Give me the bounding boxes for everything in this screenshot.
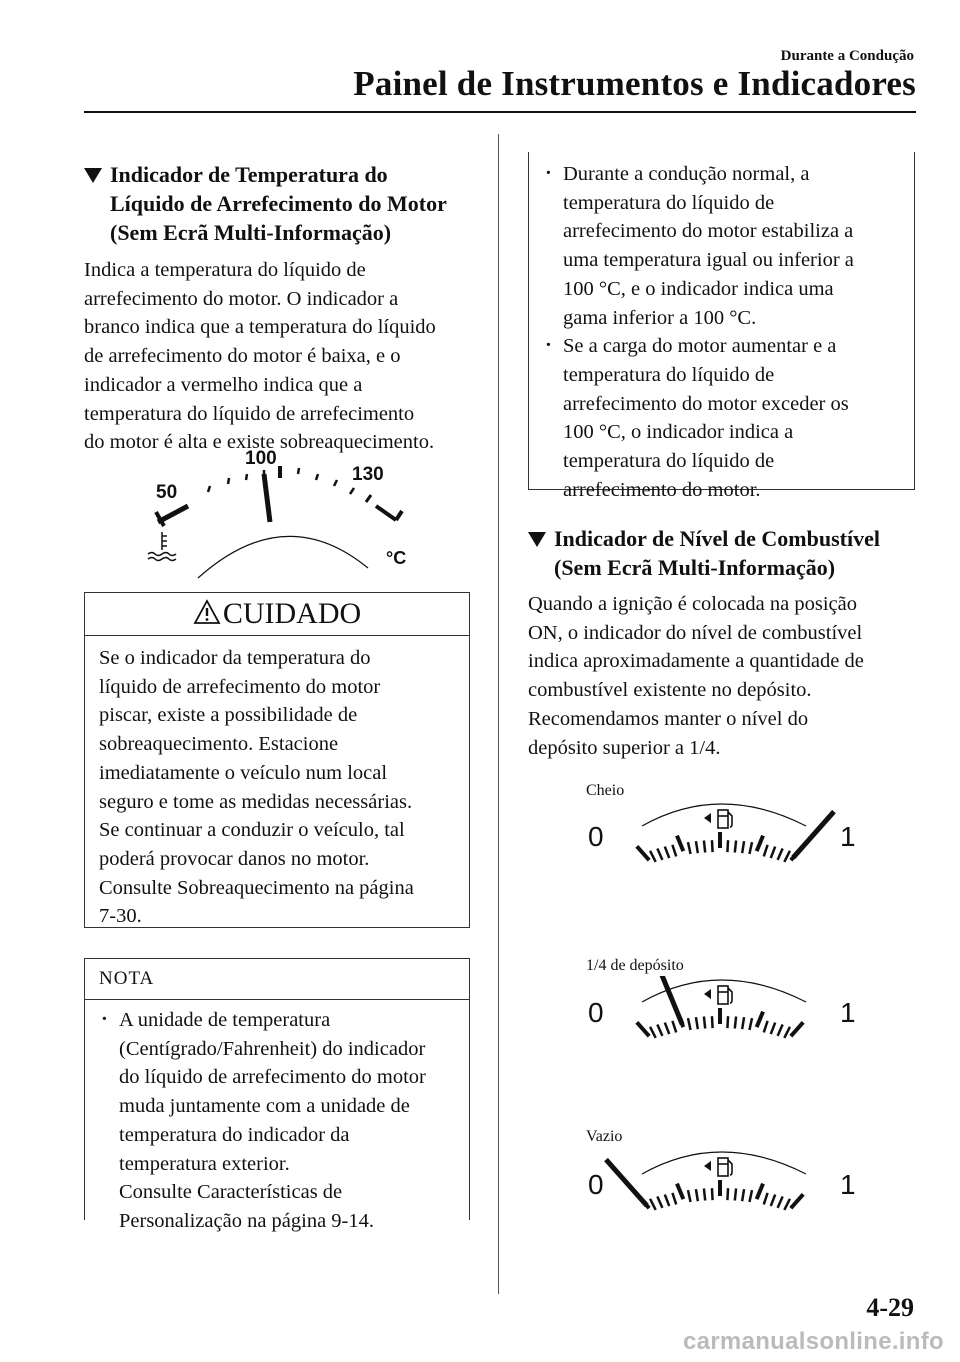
- gauge-tick: [688, 1018, 691, 1030]
- gauge-unit: °C: [386, 548, 407, 568]
- note-bullet: [539, 332, 904, 504]
- text-line: 7-30.: [99, 905, 142, 928]
- gauge-tick-major: [757, 1012, 763, 1027]
- gauge-tick: [704, 1017, 705, 1029]
- text-line: muda juntamente com a unidade de: [119, 1095, 410, 1118]
- gauge-tick: [784, 1199, 790, 1210]
- text-line: seguro e tome as medidas necessárias.: [99, 790, 413, 813]
- text-line: Se o indicador da temperatura do: [99, 647, 371, 669]
- gauge-tick: [665, 847, 669, 858]
- gauge-tick: [712, 840, 713, 852]
- gauge-tick: [742, 1017, 744, 1029]
- gauge-tick: [742, 1189, 744, 1201]
- gauge-label-100: 100: [245, 448, 277, 469]
- gauge-label-max: 1: [840, 997, 856, 1028]
- gauge-tick: [366, 495, 371, 502]
- gauge-tick: [742, 841, 744, 853]
- fuel-door-arrow-icon: [704, 989, 711, 999]
- gauge-tick: [778, 849, 783, 860]
- gauge-tick: [672, 1021, 676, 1033]
- gauge-tick: [688, 1190, 691, 1202]
- header-section: Durante a Condução: [780, 48, 914, 64]
- note-body: [85, 1000, 469, 1236]
- gauge-tick: [672, 845, 676, 857]
- gauge-tick: [696, 841, 698, 853]
- gauge-tick: [778, 1197, 783, 1208]
- text-line: ON, o indicador do nível de combustível: [528, 621, 863, 644]
- gauge-tick: [696, 1017, 698, 1029]
- note-box-continued: [528, 152, 915, 501]
- gauge-tick: [688, 842, 691, 854]
- gauge-tick: [764, 1193, 768, 1205]
- text-line: imediatamente o veículo num local: [99, 761, 388, 784]
- text-line: uma temperatura igual ou inferior a: [563, 249, 854, 272]
- fuel-pump-icon: [718, 1158, 732, 1176]
- gauge-tick: [665, 1195, 669, 1206]
- gauge-tick: [749, 1190, 752, 1202]
- gauge-tick: [727, 1188, 728, 1200]
- text-line: indica aproximadamente a quantidade de: [528, 650, 864, 673]
- fuel-gauge-empty: [570, 1148, 870, 1268]
- text-line: Se continuar a conduzir o veículo, tal: [99, 819, 405, 842]
- warning-triangle-icon: [193, 599, 221, 625]
- text-line: temperatura exterior.: [119, 1152, 290, 1175]
- text-line: arrefecimento do motor. O indicador a: [84, 287, 399, 310]
- text-line: Consulte Sobreaquecimento na página: [99, 876, 414, 899]
- gauge-tick: [228, 478, 229, 484]
- text-line: 100 °C, e o indicador indica uma: [563, 277, 834, 300]
- gauge-tick: [650, 1027, 656, 1038]
- note-box: [84, 958, 470, 1232]
- fuel-pump-icon: [718, 810, 732, 828]
- gauge-tick: [704, 841, 705, 853]
- gauge-tick: [712, 1016, 713, 1028]
- text-line: arrefecimento do motor exceder os: [563, 392, 849, 415]
- text-line: piscar, existe a possibilidade de: [99, 704, 358, 727]
- coolant-intro: [84, 256, 494, 457]
- gauge-tick-major: [677, 1184, 683, 1199]
- gauge-tick: [704, 1189, 705, 1201]
- gauge-tick: [712, 1188, 713, 1200]
- gauge-tick: [665, 1023, 669, 1034]
- text-line: temperatura do líquido de arrefecimento: [84, 402, 415, 425]
- gauge-tick: [784, 1027, 790, 1038]
- gauge-tick: [657, 849, 662, 860]
- gauge-label-min: 0: [588, 1169, 604, 1200]
- caution-title: CUIDADO: [222, 597, 362, 630]
- heading-line: (Sem Ecrã Multi-Informação): [110, 220, 392, 245]
- fuel-pump-icon: [718, 986, 732, 1004]
- caution-box: [84, 592, 470, 928]
- text-line: indicador a vermelho indica que a: [84, 373, 363, 396]
- gauge-tick: [735, 841, 736, 853]
- gauge-label-min: 0: [588, 997, 604, 1028]
- gauge-tick: [696, 1189, 698, 1201]
- gauge-tick: [735, 1017, 736, 1029]
- gauge-tick: [334, 480, 337, 486]
- text-line: (Centígrado/Fahrenheit) do indicador: [119, 1037, 426, 1060]
- text-line: Indica a temperatura do líquido de: [84, 259, 366, 281]
- gauge-label-130: 130: [352, 464, 384, 485]
- gauge-label-min: 0: [588, 821, 604, 852]
- gauge-tick: [749, 842, 752, 854]
- gauge-tick: [672, 1193, 676, 1205]
- text-line: poderá provocar danos no motor.: [99, 847, 370, 870]
- fuel-gauge-caption: Vazio: [586, 1128, 623, 1145]
- text-line: sobreaquecimento. Estacione: [99, 733, 339, 756]
- gauge-tick-major: [396, 511, 402, 520]
- text-line: arrefecimento do motor.: [563, 478, 761, 501]
- text-line: de arrefecimento do motor é baixa, e o: [84, 345, 401, 368]
- note-bullet: [95, 1006, 459, 1236]
- gauge-label-max: 1: [840, 1169, 856, 1200]
- fuel-pump-body: [718, 986, 728, 1004]
- gauge-tick-major: [677, 836, 683, 851]
- gauge-tick: [316, 474, 318, 480]
- gauge-tick-major: [637, 1022, 649, 1036]
- note-body: [529, 152, 914, 504]
- fuel-section-heading: [528, 524, 928, 582]
- gauge-tick: [350, 488, 354, 494]
- caution-header: [85, 593, 469, 636]
- gauge-tick: [764, 845, 768, 857]
- fuel-door-arrow-icon: [704, 1161, 711, 1171]
- text-line: · Se a carga do motor aumentar e a: [563, 335, 837, 358]
- gauge-tick: [727, 1016, 728, 1028]
- section-triangle-icon: [84, 168, 102, 183]
- text-line: · Durante a condução normal, a: [563, 163, 810, 185]
- heading-line: Indicador de Nível de Combustível: [554, 526, 880, 551]
- gauge-tick-major: [757, 1184, 763, 1199]
- gauge-needle: [793, 812, 834, 858]
- text-line: Consulte Características de: [119, 1181, 343, 1204]
- section-triangle-icon: [528, 532, 546, 547]
- note-title: NOTA: [85, 959, 469, 1000]
- column-divider: [498, 134, 499, 1294]
- fuel-pump-body: [718, 1158, 728, 1176]
- fuel-gauge-full: [570, 800, 870, 920]
- text-line: do motor é alta e existe sobreaquecimento.: [84, 431, 435, 454]
- fuel-gauge-caption: 1/4 de depósito: [586, 957, 684, 974]
- caution-body: [85, 636, 469, 931]
- gauge-label-50: 50: [156, 482, 178, 503]
- text-line: gama inferior a 100 °C.: [563, 306, 757, 329]
- fuel-intro: [528, 590, 928, 762]
- fuel-gauge-quarter: [570, 976, 870, 1096]
- text-line: Personalização na página 9-14.: [119, 1209, 375, 1232]
- gauge-tick: [771, 1023, 775, 1034]
- gauge-tick: [650, 1199, 656, 1210]
- gauge-tick: [735, 1189, 736, 1201]
- note-bullet: [539, 160, 904, 332]
- fuel-pump-body: [718, 810, 728, 828]
- text-line: do líquido de arrefecimento do motor: [119, 1066, 426, 1089]
- fuel-gauge-caption: Cheio: [586, 782, 625, 799]
- text-line: · A unidade de temperatura: [119, 1009, 331, 1031]
- gauge-tick: [727, 840, 728, 852]
- gauge-tick-major: [791, 1194, 803, 1208]
- text-line: temperatura do indicador da: [119, 1123, 350, 1146]
- gauge-tick: [778, 1025, 783, 1036]
- text-line: 100 °C, o indicador indica a: [563, 421, 794, 444]
- gauge-tick-major: [757, 836, 763, 851]
- text-line: temperatura do líquido de: [563, 191, 775, 214]
- gauge-label-max: 1: [840, 821, 856, 852]
- coolant-section-heading: [84, 160, 494, 247]
- watermark: carmanualsonline.info: [682, 1328, 944, 1355]
- gauge-needle: [606, 1160, 647, 1206]
- page-title: Painel de Instrumentos e Indicadores: [353, 64, 916, 103]
- temperature-gauge: [140, 440, 430, 580]
- gauge-tick: [771, 847, 775, 858]
- gauge-tick: [657, 1025, 662, 1036]
- text-line: arrefecimento do motor estabiliza a: [563, 220, 854, 243]
- gauge-tick: [771, 1195, 775, 1206]
- gauge-needle: [264, 474, 270, 522]
- page-number: 4-29: [866, 1293, 914, 1322]
- gauge-tick: [749, 1018, 752, 1030]
- text-line: Recomendamos manter o nível do: [528, 707, 809, 730]
- gauge-tick: [246, 474, 247, 480]
- text-line: líquido de arrefecimento do motor: [99, 675, 381, 698]
- gauge-tick-major: [376, 506, 396, 520]
- heading-line: Indicador de Temperatura do: [110, 162, 388, 187]
- gauge-tick: [784, 851, 790, 862]
- text-line: temperatura do líquido de: [563, 450, 775, 473]
- gauge-tick: [764, 1021, 768, 1033]
- gauge-needle: [661, 976, 682, 1024]
- heading-line: Líquido de Arrefecimento do Motor: [110, 191, 447, 216]
- gauge-tick-major: [637, 846, 649, 860]
- gauge-tick-major: [791, 1022, 803, 1036]
- text-line: depósito superior a 1/4.: [528, 736, 721, 759]
- text-line: branco indica que a temperatura do líquido: [84, 316, 436, 339]
- text-line: temperatura do líquido de: [563, 363, 775, 386]
- gauge-arc: [198, 536, 368, 578]
- fuel-door-arrow-icon: [704, 813, 711, 823]
- coolant-temperature-icon: [148, 532, 176, 561]
- gauge-tick: [650, 851, 656, 862]
- text-line: Quando a ignição é colocada na posição: [528, 593, 858, 615]
- gauge-tick: [298, 468, 299, 474]
- text-line: combustível existente no depósito.: [528, 679, 812, 702]
- gauge-tick: [208, 486, 210, 492]
- gauge-tick: [657, 1197, 662, 1208]
- header-divider: [84, 111, 916, 113]
- heading-line: (Sem Ecrã Multi-Informação): [554, 555, 836, 580]
